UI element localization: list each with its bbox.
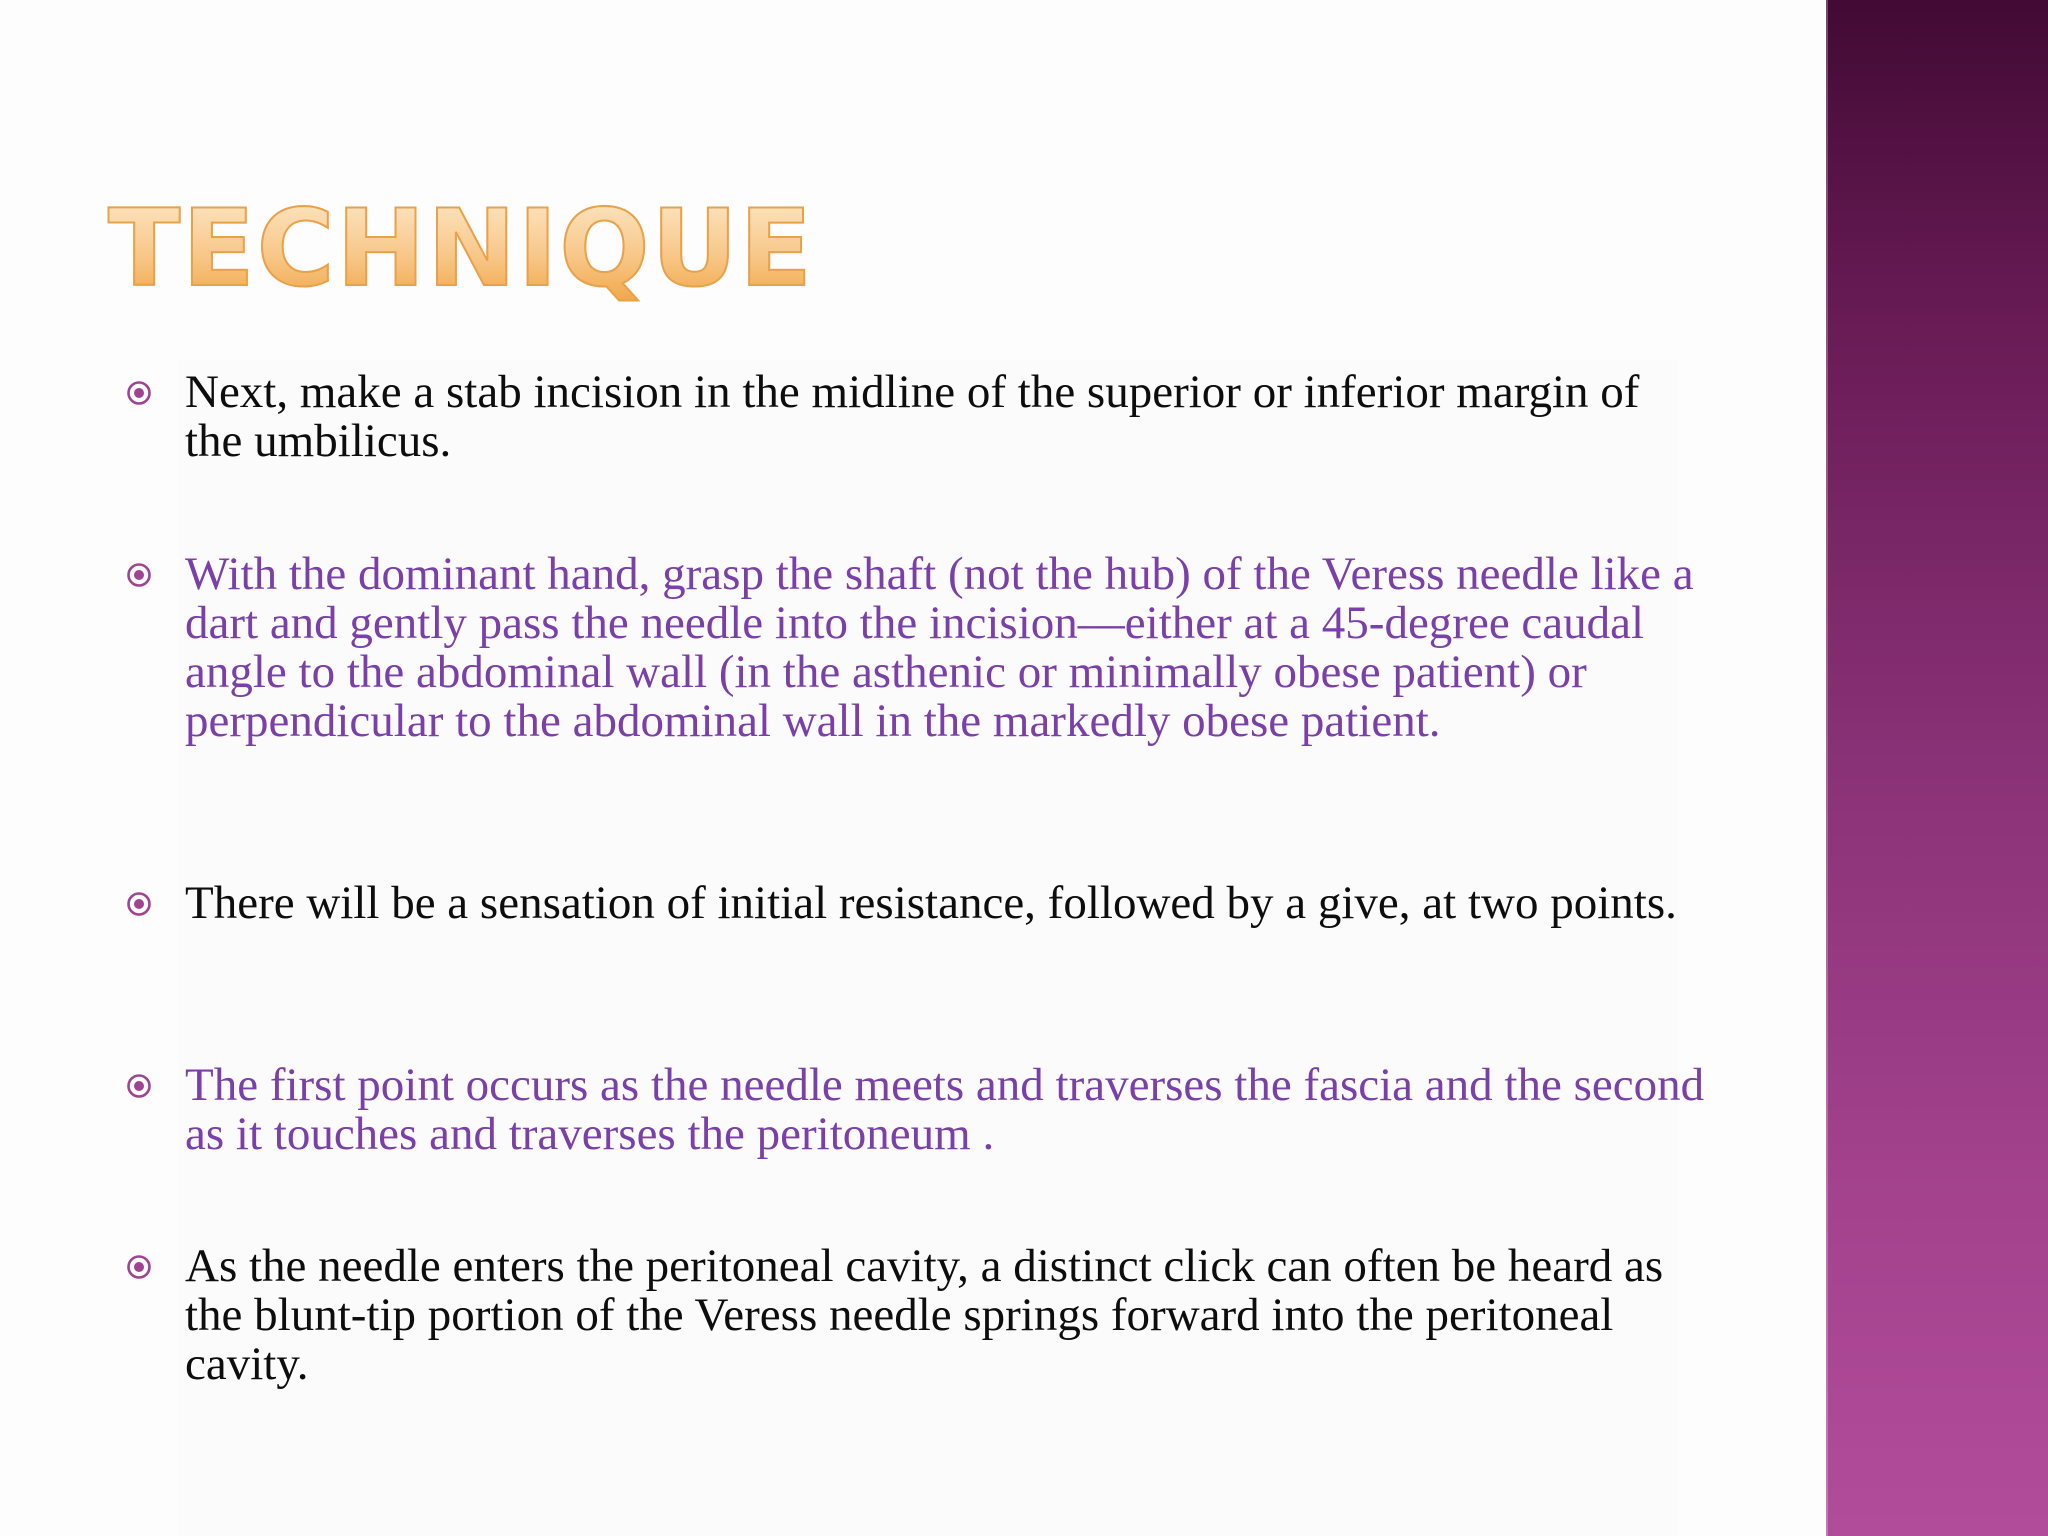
circle-dot-icon xyxy=(126,562,152,588)
decorative-side-bar xyxy=(1826,0,2048,1536)
bullet-text: As the needle enters the peritoneal cavity, a distinct click can often be heard as the blunt-tip portion of the Veress needle springs forward into the peritoneal cavity. xyxy=(185,1240,1664,1390)
bullet-text: There will be a sensation of initial resistance, followed by a give, at two points. xyxy=(185,877,1677,929)
circle-dot-icon xyxy=(126,891,152,917)
circle-dot-icon xyxy=(126,1073,152,1099)
bullet-text: With the dominant hand, grasp the shaft (not the hub) of the Veress needle like a dart and gently pass the needle into the incision—either at a 45-degree caudal angle to the abdominal wall (in the asthenic or minimally obese patient) or perpendicular to the abdominal wall in the markedly obese patient. xyxy=(185,548,1694,747)
side-bar-edge xyxy=(1826,0,1828,1536)
circle-dot-icon xyxy=(126,1254,152,1280)
bullet-text: The first point occurs as the needle meets and traverses the fascia and the second as it touches and traverses the peritoneum . xyxy=(185,1059,1705,1160)
slide-title: TECHNIQUE xyxy=(108,187,814,310)
circle-dot-icon xyxy=(126,380,152,406)
bullet-text: Next, make a stab incision in the midline of the superior or inferior margin of the umbilicus. xyxy=(185,366,1640,467)
